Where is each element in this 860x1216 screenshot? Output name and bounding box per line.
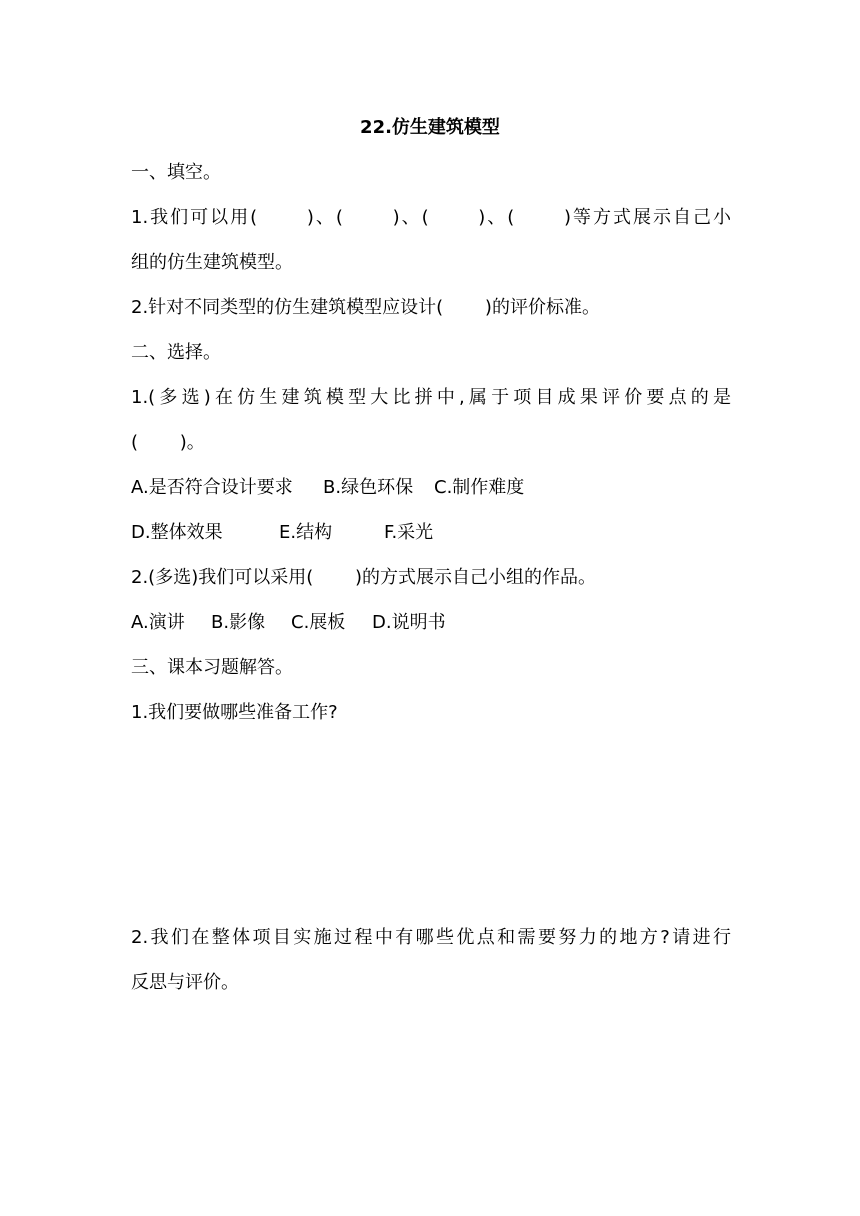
choice-question-1-options-row-2: [131, 521, 731, 545]
option-c: C.制作难度: [434, 477, 525, 498]
choice-question-1-options-row-1: [131, 476, 731, 500]
option-a: A.演讲: [131, 612, 185, 633]
option-d: D.整体效果: [131, 522, 223, 543]
textbook-question-2-line-1: 2.我们在整体项目实施过程中有哪些优点和需要努力的地方?请进行: [131, 927, 731, 948]
textbook-question-1: 1.我们要做哪些准备工作?: [131, 702, 338, 723]
page-title: 22.仿生建筑模型: [360, 117, 500, 138]
section-heading-choice: 二、选择。: [131, 342, 221, 363]
choice-question-2: 2.(多选)我们可以采用( )的方式展示自己小组的作品。: [131, 567, 596, 588]
fill-blank-question-1-line-2: 组的仿生建筑模型。: [131, 252, 293, 273]
section-heading-textbook-answers: 三、课本习题解答。: [131, 657, 293, 678]
option-f: F.采光: [384, 522, 434, 543]
choice-question-1-line-2: ( )。: [131, 432, 205, 453]
fill-blank-question-1-line-1: 1.我们可以用( )、( )、( )、( )等方式展示自己小: [131, 207, 731, 228]
choice-question-1-line-1: 1.(多选)在仿生建筑模型大比拼中,属于项目成果评价要点的是: [131, 387, 731, 408]
option-e: E.结构: [279, 522, 333, 543]
option-a: A.是否符合设计要求: [131, 477, 293, 498]
choice-question-2-options: [131, 611, 731, 635]
fill-blank-question-2: 2.针对不同类型的仿生建筑模型应设计( )的评价标准。: [131, 297, 600, 318]
textbook-question-2-line-2: 反思与评价。: [131, 972, 239, 993]
section-heading-fill-blank: 一、填空。: [131, 162, 221, 183]
option-b: B.绿色环保: [323, 477, 414, 498]
option-b: B.影像: [211, 612, 266, 633]
option-d: D.说明书: [372, 612, 446, 633]
option-c: C.展板: [291, 612, 346, 633]
